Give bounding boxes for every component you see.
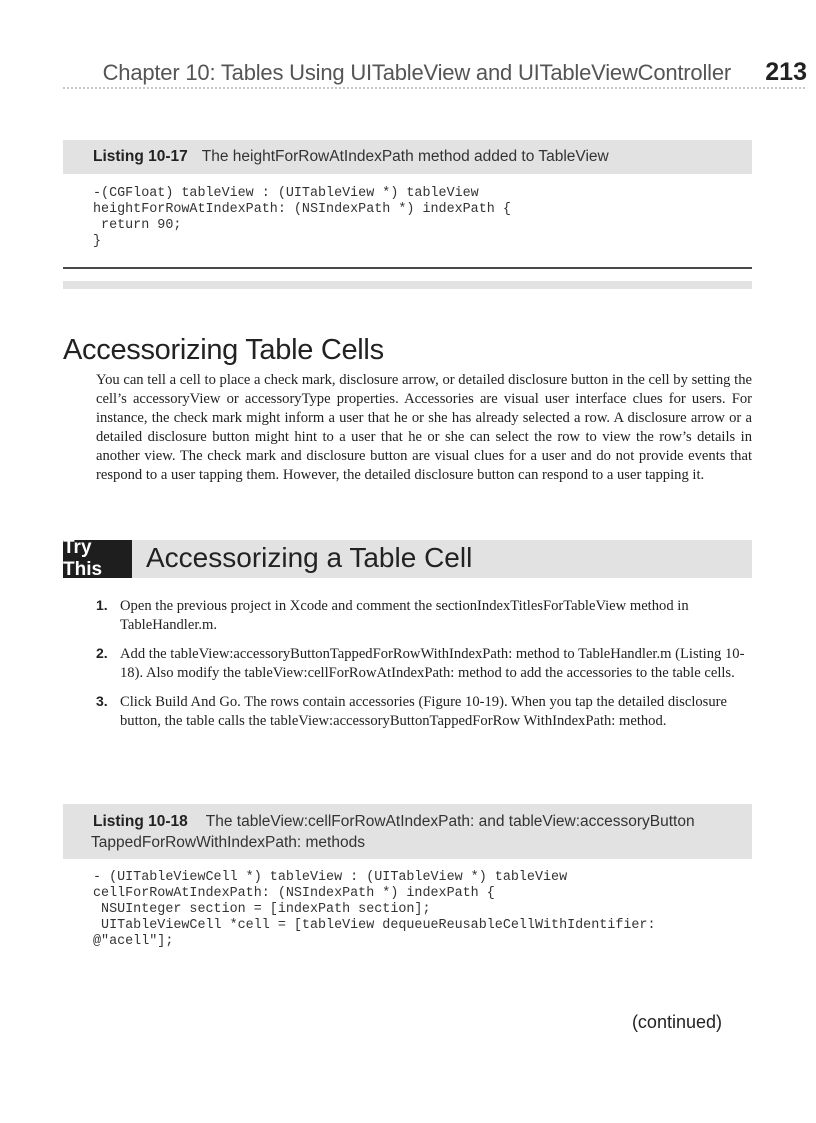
listing-title-line1 xyxy=(93,811,740,832)
code-line: return 90; xyxy=(93,218,182,233)
listing-number: Listing 10-18 xyxy=(93,813,188,830)
chapter-title: Chapter 10: Tables Using UITableView and UITableViewController xyxy=(99,60,737,86)
listing-10-17-header xyxy=(63,140,752,174)
step-number: 3. xyxy=(96,693,108,710)
code-line: NSUInteger section = [indexPath section]; xyxy=(93,902,431,917)
try-this-tag: Try This xyxy=(63,540,132,578)
listing-number: Listing 10-17 xyxy=(93,148,188,165)
step-number: 2. xyxy=(96,645,108,662)
listing-10-17-code xyxy=(93,186,511,250)
list-item xyxy=(96,693,752,731)
code-line: cellForRowAtIndexPath: (NSIndexPath *) indexPath { xyxy=(93,886,495,901)
listing-title: The heightForRowAtIndexPath method added to TableView xyxy=(201,148,609,165)
listing-end-band xyxy=(63,281,752,289)
step-text: Click Build And Go. The rows contain accessories (Figure 10-19). When you tap the detailed disclosure button, the table calls the tableView:accessoryButtonTappedForRow WithIndexPath: method. xyxy=(120,694,727,730)
code-line: heightForRowAtIndexPath: (NSIndexPath *) indexPath { xyxy=(93,202,511,217)
code-line: } xyxy=(93,234,102,249)
listing-title-line2: TappedForRowWithIndexPath: methods xyxy=(91,834,365,851)
listing-10-18-header xyxy=(63,804,752,859)
running-header xyxy=(62,60,807,94)
step-number: 1. xyxy=(96,597,108,613)
page-number: 213 xyxy=(759,58,807,87)
code-line: - (UITableViewCell *) tableView : (UITableView *) tableView xyxy=(93,870,568,885)
step-text: Open the previous project in Xcode and comment the sectionIndexTitlesForTableView method in TableHandler.m. xyxy=(120,598,689,634)
try-this-title: Accessorizing a Table Cell xyxy=(146,542,473,573)
continued-note: (continued) xyxy=(631,1012,722,1032)
section-heading: Accessorizing Table Cells xyxy=(63,334,384,366)
section-body: You can tell a cell to place a check mark, disclosure arrow, or detailed disclosure button in the cell by setting the cell’s accessoryView or accessoryType properties. Accessories are visual user interface clues for users. For instance, the check mark might inform a user that he or she has already selected a row. A disclosure arrow or a detailed disclosure button might hint to a user that he or she can select the row to view the row’s details in another view. The check mark and disclosure button are visual clues for a user and do not provide events that respond to a user tapping them. However, the detailed disclosure button can respond to a user tapping it. xyxy=(96,372,752,484)
listing-10-18-code xyxy=(93,870,656,950)
listing-title: The tableView:cellForRowAtIndexPath: and tableView:accessoryButton xyxy=(205,813,695,830)
step-list xyxy=(96,597,752,742)
list-item xyxy=(96,597,752,635)
listing-end-rule xyxy=(63,267,752,269)
step-text: Add the tableView:accessoryButtonTappedForRowWithIndexPath: method to TableHandler.m (Listing 10-18). Also modify the tableView:cellForRowAtIndexPath: method to add the accessories to the table cells. xyxy=(120,646,745,682)
code-line: @"acell"]; xyxy=(93,934,174,949)
code-line: UITableViewCell *cell = [tableView dequeueReusableCellWithIdentifier: xyxy=(93,918,656,933)
list-item xyxy=(96,645,752,683)
code-line: -(CGFloat) tableView : (UITableView *) tableView xyxy=(93,186,479,201)
